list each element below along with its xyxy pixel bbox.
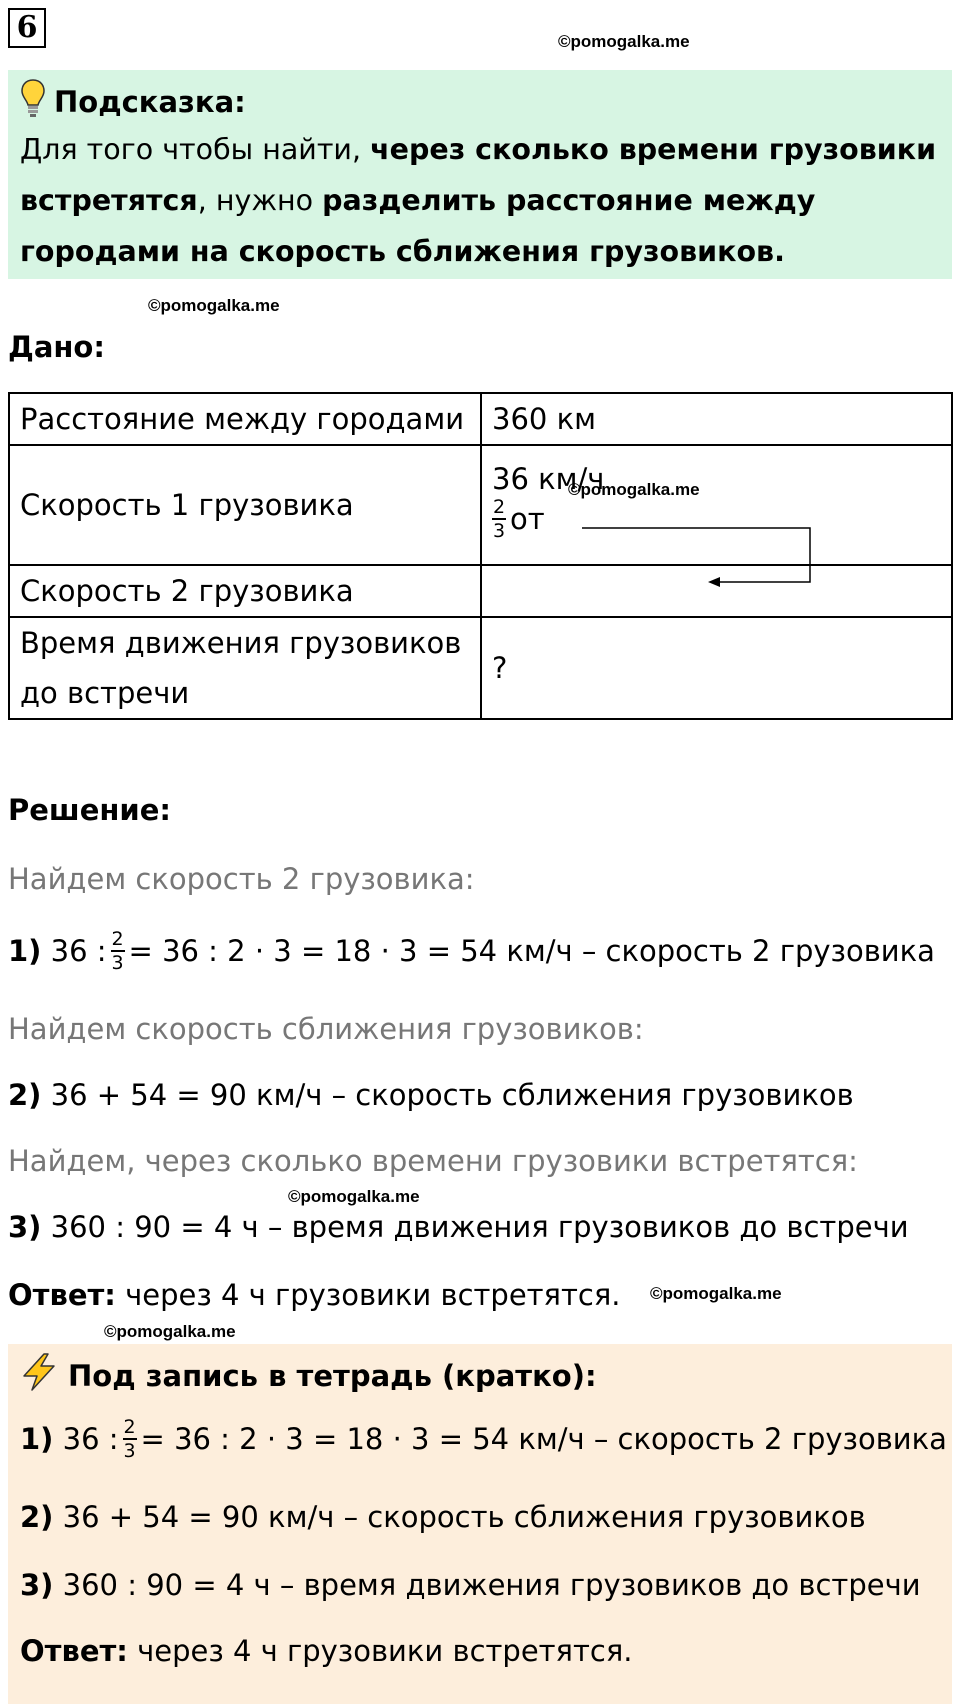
step-1-hint: Найдем скорость 2 грузовика: (8, 862, 475, 896)
task-number: 6 (8, 8, 46, 48)
given-cell-value: ? (481, 617, 952, 719)
notebook-line-3: 3) 360 : 90 = 4 ч – время движения грузовиков до встречи (20, 1568, 921, 1602)
hint-box (8, 70, 952, 279)
table-row (9, 617, 952, 719)
notebook-line-1: 1) 36 : $\frac{2}{3}$ = 36 : 2 · 3 = 18 · 3 = 54 км/ч – скорость 2 грузовика (20, 1416, 947, 1462)
given-cell-label: Скорость 2 грузовика (9, 565, 481, 617)
watermark: ©pomogalka.me (558, 32, 690, 51)
notebook-title: Под запись в тетрадь (кратко): (20, 1352, 597, 1399)
speed-1-fraction: $\frac{2}{3}$ от (492, 496, 545, 542)
hint-title-text: Подсказка: (54, 84, 246, 119)
speed-1-value: 36 км/ч (492, 462, 605, 497)
watermark: ©pomogalka.me (650, 1284, 782, 1303)
given-cell-value: 360 км (481, 393, 952, 445)
hint-text: Для того чтобы найти, через сколько времени грузовики встретятся, нужно разделить расстояние между городами на скорость сближения грузовиков. (20, 133, 937, 268)
lightbulb-icon (20, 78, 46, 125)
step-2-hint: Найдем скорость сближения грузовиков: (8, 1012, 644, 1046)
watermark: ©pomogalka.me (288, 1187, 420, 1206)
answer: Ответ: через 4 ч грузовики встретятся. (8, 1278, 621, 1312)
watermark: ©pomogalka.me (104, 1322, 236, 1341)
hint-title (20, 78, 246, 125)
step-3: 3) 360 : 90 = 4 ч – время движения грузовиков до встречи (8, 1210, 909, 1244)
notebook-box (8, 1344, 952, 1704)
given-label: Дано: (8, 330, 105, 364)
notebook-line-2: 2) 36 + 54 = 90 км/ч – скорость сближения грузовиков (20, 1500, 866, 1534)
solution-title: Решение: (8, 793, 172, 827)
step-2: 2) 36 + 54 = 90 км/ч – скорость сближения грузовиков (8, 1078, 854, 1112)
watermark: ©pomogalka.me (148, 296, 280, 315)
given-cell-label: Скорость 1 грузовика (9, 445, 481, 565)
notebook-answer: Ответ: через 4 ч грузовики встретятся. (20, 1634, 633, 1668)
watermark: ©pomogalka.me (568, 480, 700, 499)
given-cell-label: Время движения грузовиков до встречи (9, 617, 481, 719)
lightning-icon (20, 1352, 58, 1399)
arrow-connector (580, 520, 820, 590)
table-row (9, 393, 952, 445)
given-cell-label: Расстояние между городами (9, 393, 481, 445)
step-3-hint: Найдем, через сколько времени грузовики встретятся: (8, 1144, 858, 1178)
step-1: 1) 36 : $\frac{2}{3}$ = 36 : 2 · 3 = 18 · 3 = 54 км/ч – скорость 2 грузовика (8, 928, 935, 974)
